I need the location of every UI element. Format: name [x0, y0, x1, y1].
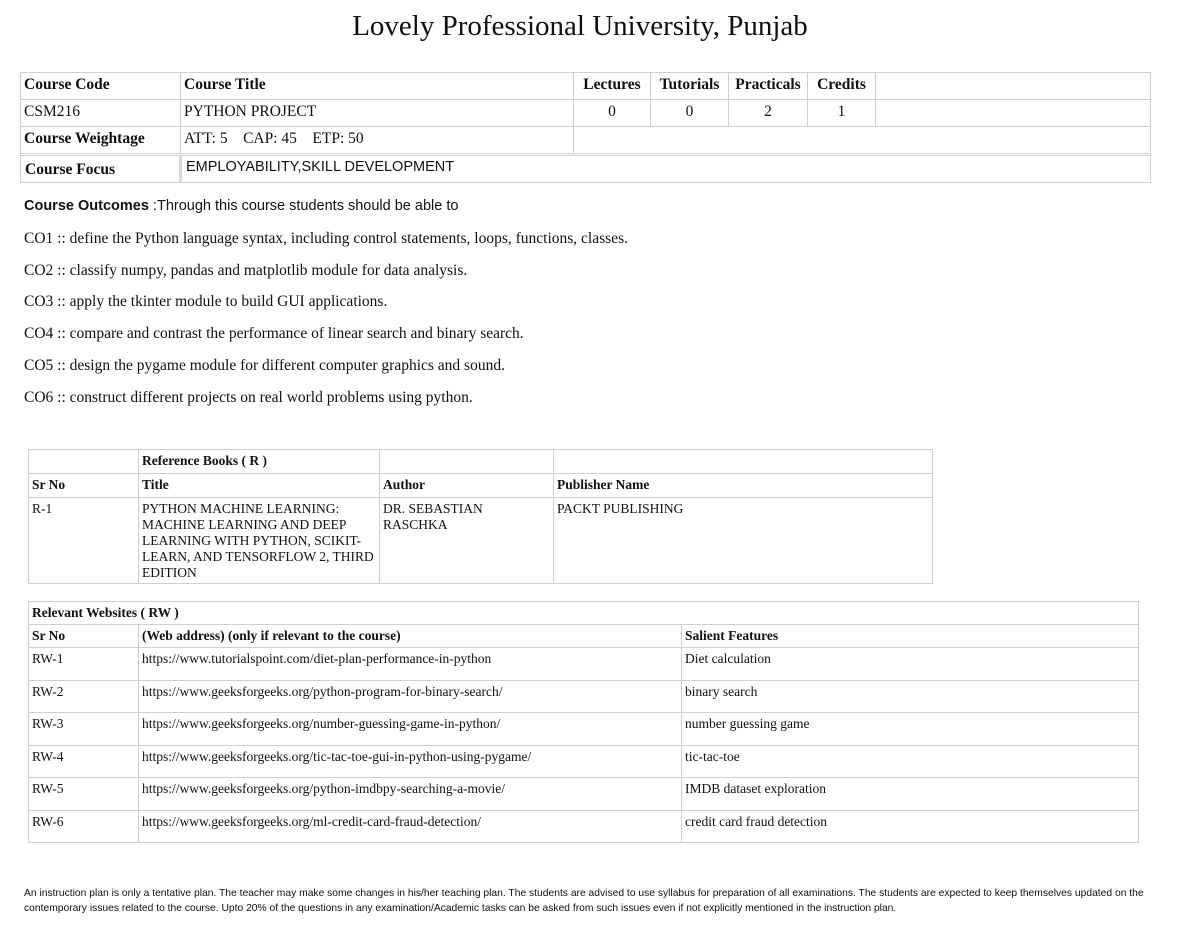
website-sr: RW-1 [29, 648, 139, 681]
lectures-header: Lectures [574, 73, 651, 100]
credits-value: 1 [808, 100, 876, 127]
table-row [29, 778, 1139, 811]
course-focus-value: EMPLOYABILITY,SKILL DEVELOPMENT [179, 156, 454, 182]
empty-cell [574, 127, 1151, 154]
websites-features-header: Salient Features [682, 625, 1139, 648]
course-outcomes-intro: :Through this course students should be able to [148, 198, 459, 214]
website-feature: number guessing game [682, 713, 1139, 746]
empty-cell [554, 450, 933, 474]
table-row [29, 680, 1139, 713]
website-feature: tic-tac-toe [682, 745, 1139, 778]
books-title-header: Title [139, 474, 380, 498]
page-title: Lovely Professional University, Punjab [352, 10, 808, 42]
course-outcome: CO3 :: apply the tkinter module to build GUI applications. [24, 293, 388, 310]
table-row [29, 648, 1139, 681]
website-url: https://www.geeksforgeeks.org/number-guessing-game-in-python/ [139, 713, 682, 746]
website-sr: RW-5 [29, 778, 139, 811]
website-feature: Diet calculation [682, 648, 1139, 681]
website-url: https://www.geeksforgeeks.org/python-program-for-binary-search/ [139, 680, 682, 713]
course-outcomes-label: Course Outcomes [24, 198, 149, 214]
websites-sr-header: Sr No [29, 625, 139, 648]
tutorials-value: 0 [651, 100, 729, 127]
course-weightage-label: Course Weightage [21, 127, 181, 154]
practicals-header: Practicals [729, 73, 808, 100]
course-title-header: Course Title [181, 73, 574, 100]
reference-books-table [28, 449, 933, 584]
course-outcome: CO6 :: construct different projects on real world problems using python. [24, 389, 473, 406]
relevant-websites-table [28, 601, 1139, 843]
course-title-value: PYTHON PROJECT [181, 100, 574, 127]
book-author: DR. SEBASTIAN RASCHKA [380, 498, 554, 584]
course-outcome: CO1 :: define the Python language syntax, including control statements, loops, functions, classes. [24, 230, 628, 247]
website-sr: RW-4 [29, 745, 139, 778]
course-outcomes-heading [24, 198, 458, 214]
course-details-table [20, 72, 1151, 154]
table-row [29, 713, 1139, 746]
website-url: https://www.geeksforgeeks.org/ml-credit-card-fraud-detection/ [139, 810, 682, 843]
website-url: https://www.tutorialspoint.com/diet-plan-performance-in-python [139, 648, 682, 681]
reference-books-heading: Reference Books ( R ) [139, 450, 380, 474]
website-sr: RW-6 [29, 810, 139, 843]
empty-cell [876, 73, 1151, 100]
empty-cell [29, 450, 139, 474]
course-code-value: CSM216 [21, 100, 181, 127]
credits-header: Credits [808, 73, 876, 100]
website-url: https://www.geeksforgeeks.org/tic-tac-toe-gui-in-python-using-pygame/ [139, 745, 682, 778]
tutorials-header: Tutorials [651, 73, 729, 100]
book-title: PYTHON MACHINE LEARNING: MACHINE LEARNING AND DEEP LEARNING WITH PYTHON, SCIKIT-LEARN, AND TENSORFLOW 2, THIRD EDITION [139, 498, 380, 584]
book-sr: R-1 [29, 498, 139, 584]
books-publisher-header: Publisher Name [554, 474, 933, 498]
website-sr: RW-3 [29, 713, 139, 746]
table-row [29, 745, 1139, 778]
practicals-value: 2 [729, 100, 808, 127]
website-url: https://www.geeksforgeeks.org/python-imdbpy-searching-a-movie/ [139, 778, 682, 811]
books-author-header: Author [380, 474, 554, 498]
website-feature: credit card fraud detection [682, 810, 1139, 843]
lectures-value: 0 [574, 100, 651, 127]
course-weightage-value: ATT: 5 CAP: 45 ETP: 50 [181, 127, 574, 154]
website-sr: RW-2 [29, 680, 139, 713]
empty-cell [380, 450, 554, 474]
book-publisher: PACKT PUBLISHING [554, 498, 933, 584]
course-outcome: CO5 :: design the pygame module for different computer graphics and sound. [24, 357, 505, 374]
course-focus-row [20, 155, 1151, 183]
relevant-websites-heading: Relevant Websites ( RW ) [29, 602, 1139, 625]
course-outcome: CO2 :: classify numpy, pandas and matplotlib module for data analysis. [24, 262, 468, 279]
empty-cell [876, 100, 1151, 127]
website-feature: binary search [682, 680, 1139, 713]
course-code-header: Course Code [21, 73, 181, 100]
instruction-plan-disclaimer: An instruction plan is only a tentative plan. The teacher may make some changes in his/her teaching plan. The students are advised to use syllabus for preparation of all examinations. The students are expected to keep themselves updated on the contemporary issues related to the course. Upto 20% of the questions in any examination/Academic tasks can be asked from such issues even if not explicitly mentioned in the instruction plan. [24, 888, 1144, 914]
website-feature: IMDB dataset exploration [682, 778, 1139, 811]
books-sr-header: Sr No [29, 474, 139, 498]
course-focus-label: Course Focus [25, 161, 115, 178]
table-row [29, 810, 1139, 843]
websites-address-header: (Web address) (only if relevant to the course) [139, 625, 682, 648]
course-outcome: CO4 :: compare and contrast the performance of linear search and binary search. [24, 325, 524, 342]
table-row [29, 498, 933, 584]
